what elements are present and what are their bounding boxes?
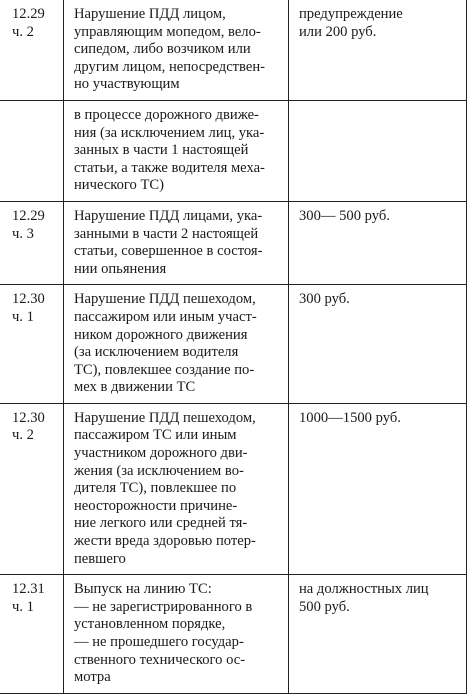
description-cell-line: статьи, совершенное в состоя- [74, 243, 263, 260]
description-cell-line: другим лицом, непосредствен- [74, 58, 266, 75]
article-cell-line: ч. 1 [12, 308, 34, 325]
penalty-cell [289, 403, 467, 574]
article-cell-line: ч. 1 [12, 598, 34, 615]
description-cell-line: пассажиром ТС или иным [74, 427, 237, 444]
article-cell [0, 285, 64, 404]
description-cell-line: Выпуск на линию ТС: [74, 581, 212, 598]
description-cell [64, 201, 289, 284]
penalty-cell-line: 300 руб. [299, 291, 350, 308]
description-cell-line: но участвующим [74, 76, 180, 93]
description-cell-line: — не прошедшего государ- [74, 634, 244, 650]
description-cell-line: нии опьянения [74, 260, 167, 277]
description-cell-line: занных в части 1 настоящей [74, 142, 249, 159]
description-cell-line: (за исключением водителя [74, 344, 239, 361]
article-cell [0, 403, 64, 574]
penalty-cell-line: на должностных лиц [299, 581, 429, 598]
description-cell-line: неосторожности причине- [74, 497, 238, 514]
description-cell-line: жести вреда здоровью потер- [74, 533, 256, 550]
description-cell-line: в процессе дорожного движе- [74, 106, 259, 123]
description-cell-line: Нарушение ПДД лицами, ука- [74, 207, 263, 224]
description-cell [64, 285, 289, 404]
description-cell-line: пассажиром или иным участ- [74, 308, 257, 325]
penalty-cell-line: или 200 руб. [299, 23, 377, 40]
article-cell-line: 12.30 [12, 291, 45, 308]
description-cell-line: ние легкого или средней тя- [74, 515, 248, 532]
description-cell-line: установленном порядке, [74, 616, 226, 633]
penalty-cell [289, 285, 467, 404]
description-cell-line: статьи, а также водителя меха- [74, 159, 265, 176]
penalty-cell-line: 1000—1500 руб. [299, 409, 401, 426]
description-cell [64, 575, 289, 694]
penalty-cell [289, 100, 467, 201]
table-row [0, 403, 467, 574]
description-cell-line: ТС), повлекшее создание по- [74, 361, 255, 378]
table-row [0, 575, 467, 694]
article-cell-line: 12.29 [12, 207, 45, 224]
description-cell [64, 0, 289, 100]
article-cell [0, 575, 64, 694]
article-cell-line: ч. 2 [12, 427, 34, 444]
table-row [0, 100, 467, 201]
description-cell-line: занными в части 2 настоящей [74, 225, 259, 242]
description-cell-line: сипедом, либо возчиком или [74, 41, 251, 58]
penalty-cell [289, 0, 467, 100]
penalty-cell [289, 201, 467, 284]
article-cell [0, 100, 64, 201]
description-cell-line: нического ТС) [74, 177, 164, 194]
table-row [0, 0, 467, 100]
article-cell [0, 201, 64, 284]
table-row [0, 201, 467, 284]
description-cell [64, 403, 289, 574]
penalty-cell-line: 500 руб. [299, 598, 350, 615]
description-cell-line: жения (за исключением во- [74, 462, 244, 479]
article-cell-line: ч. 3 [12, 225, 34, 242]
penalty-cell-line: предупреждение [299, 6, 403, 22]
description-cell-line: Нарушение ПДД пешеходом, [74, 291, 256, 308]
description-cell-line: мотра [74, 669, 111, 686]
description-cell-line: ником дорожного движения [74, 326, 248, 343]
description-cell-line: управляющим мопедом, вело- [74, 23, 261, 40]
description-cell-line: мех в движении ТС [74, 379, 196, 396]
description-cell-line: — не зарегистрированного в [74, 598, 253, 615]
penalty-cell-line: 300— 500 руб. [299, 207, 390, 224]
article-cell-line: 12.31 [12, 581, 45, 598]
description-cell-line: ния (за исключением лиц, ука- [74, 124, 265, 141]
article-cell [0, 0, 64, 100]
table-row [0, 285, 467, 404]
description-cell-line: участником дорожного дви- [74, 445, 248, 462]
description-cell-line: ственного технического ос- [74, 651, 246, 668]
article-cell-line: 12.30 [12, 409, 45, 426]
penalty-cell [289, 575, 467, 694]
description-cell-line: Нарушение ПДД лицом, [74, 6, 226, 22]
description-cell [64, 100, 289, 201]
article-cell-line: ч. 2 [12, 23, 34, 40]
description-cell-line: дителя ТС), повлекшее по [74, 480, 237, 497]
description-cell-line: певшего [74, 550, 126, 567]
article-cell-line: 12.29 [12, 6, 45, 22]
description-cell-line: Нарушение ПДД пешеходом, [74, 409, 256, 426]
